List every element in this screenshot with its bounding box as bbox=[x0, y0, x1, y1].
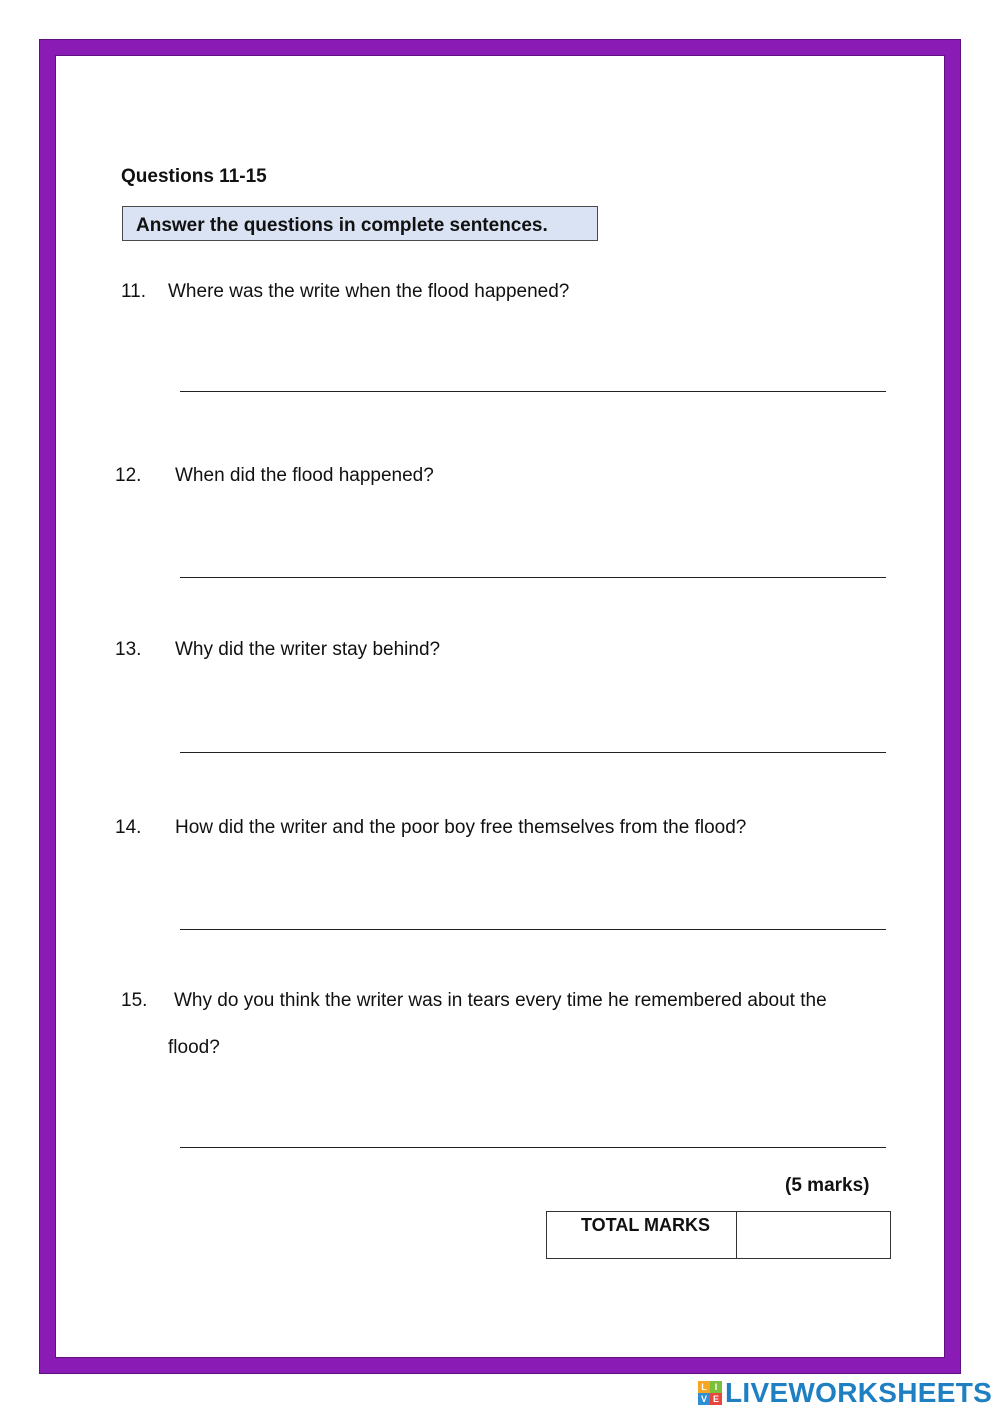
answer-line-13[interactable] bbox=[180, 752, 886, 753]
question-15-text-continued: flood? bbox=[168, 1037, 220, 1058]
liveworksheets-brand-text: LIVEWORKSHEETS bbox=[725, 1377, 993, 1408]
question-12-number: 12. bbox=[115, 465, 142, 486]
section-heading: Questions 11-15 bbox=[121, 166, 267, 187]
liveworksheets-logo-icon bbox=[698, 1381, 722, 1405]
logo-tile-e: E bbox=[710, 1393, 722, 1405]
marks-label: (5 marks) bbox=[785, 1175, 870, 1196]
question-14-number: 14. bbox=[115, 817, 142, 838]
logo-tile-i: I bbox=[710, 1381, 722, 1393]
total-marks-table bbox=[546, 1211, 891, 1259]
answer-line-14[interactable] bbox=[180, 929, 886, 930]
instruction-box: Answer the questions in complete sentences. bbox=[122, 206, 598, 241]
logo-tile-l: L bbox=[698, 1381, 710, 1393]
answer-line-12[interactable] bbox=[180, 577, 886, 578]
question-13-text: Why did the writer stay behind? bbox=[175, 639, 441, 660]
total-marks-value[interactable] bbox=[737, 1212, 890, 1258]
question-15-text: Why do you think the writer was in tears every time he remembered about the bbox=[174, 990, 827, 1011]
question-13-number: 13. bbox=[115, 639, 142, 660]
answer-line-11[interactable] bbox=[180, 391, 886, 392]
question-11-text: Where was the write when the flood happened? bbox=[168, 281, 570, 302]
question-15-number: 15. bbox=[121, 990, 148, 1011]
answer-line-15[interactable] bbox=[180, 1147, 886, 1148]
question-11-number: 11. bbox=[121, 281, 147, 302]
question-14-text: How did the writer and the poor boy free themselves from the flood? bbox=[175, 817, 747, 838]
liveworksheets-logo bbox=[698, 1378, 992, 1408]
question-12-text: When did the flood happened? bbox=[175, 465, 434, 486]
total-marks-label: TOTAL MARKS bbox=[547, 1212, 737, 1258]
logo-tile-v: V bbox=[698, 1393, 710, 1405]
